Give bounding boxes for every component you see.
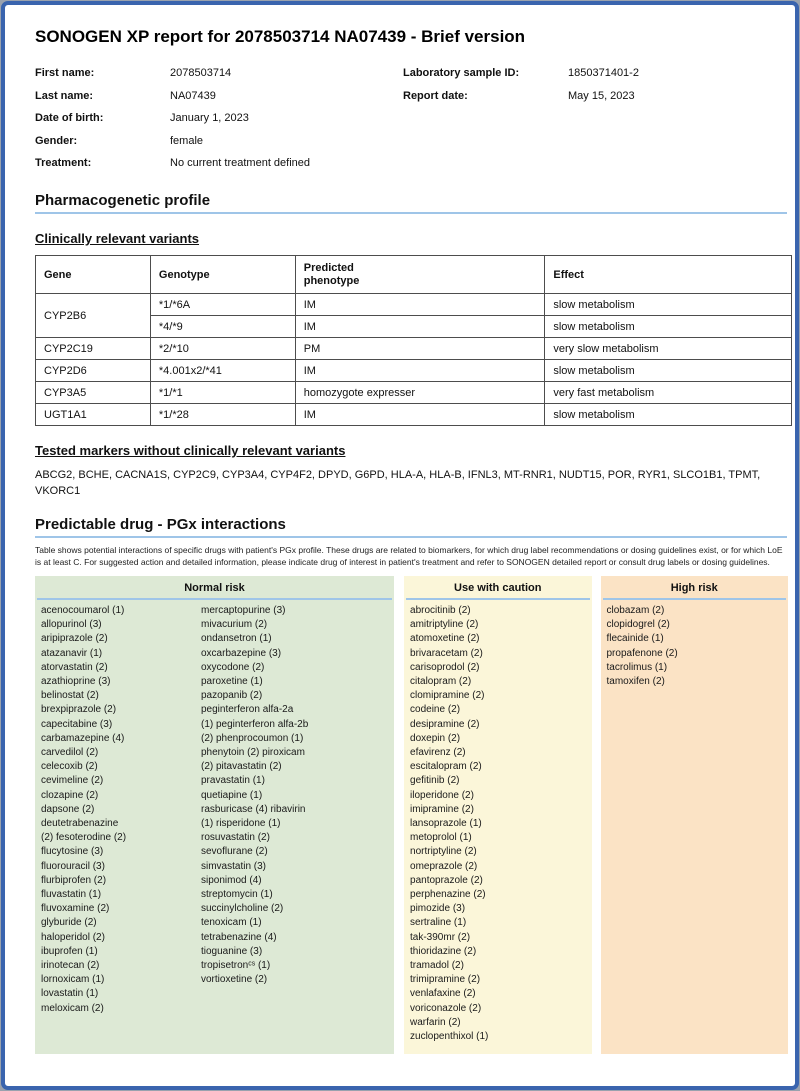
drug-item: carisoprodol (2) <box>410 661 480 673</box>
genotype-cell: *4.001x2/*41 <box>150 360 295 382</box>
drug-item: oxcarbazepine (3) <box>201 647 282 659</box>
drug-item: venlafaxine (2) <box>410 988 476 1000</box>
drug-item: acenocoumarol (1) <box>41 605 125 616</box>
drug-item: meloxicam (2) <box>41 1002 104 1014</box>
effect-cell: slow metabolism <box>545 294 792 316</box>
treatment-label: Treatment: <box>35 157 92 170</box>
drug-item: vortioxetine (2) <box>201 974 268 986</box>
drug-item: streptomycin (1) <box>201 889 273 901</box>
drug-item: propafenone (2) <box>606 647 678 659</box>
phenotype-cell: IM <box>295 294 545 316</box>
drug-item: fluvastatin (1) <box>41 889 102 901</box>
drug-item: ondansetron (1) <box>201 633 272 645</box>
phenotype-cell: IM <box>295 316 545 338</box>
drug-item: allopurinol (3) <box>41 619 102 631</box>
patient-info <box>35 62 788 175</box>
normal-risk-column <box>35 576 394 1054</box>
col-header-effect: Effect <box>545 256 792 294</box>
drug-item: zuclopenthixol (1) <box>410 1031 489 1043</box>
treatment-value: No current treatment defined <box>170 157 311 170</box>
drug-item: codeine (2) <box>410 704 461 716</box>
drug-item: brexpiprazole (2) <box>41 704 117 716</box>
col-header-phenotype <box>295 256 545 294</box>
normal-risk-lists <box>35 600 394 1016</box>
drug-item: cevimeline (2) <box>41 775 104 787</box>
drug-item: escitalopram (2) <box>410 761 482 773</box>
effect-cell: very fast metabolism <box>545 382 792 404</box>
drug-item: clomipramine (2) <box>410 690 485 702</box>
drug-item: rasburicase (4) ribavirin <box>201 803 306 815</box>
markers-list: ABCG2, BCHE, CACNA1S, CYP2C9, CYP3A4, CYP4F2, DPYD, G6PD, HLA-A, HLA-B, IFNL3, MT-RNR1, NUDT15, POR, RYR1, SLCO1B1, TPMT, VKORC1 <box>35 469 761 497</box>
drug-item: paroxetine (1) <box>201 676 263 688</box>
report-title: SONOGEN XP report for 2078503714 NA07439 - Brief version <box>35 27 526 46</box>
normal-risk-sublist-2 <box>201 604 394 1016</box>
drug-item: nortriptyline (2) <box>410 846 477 858</box>
drug-item: thioridazine (2) <box>410 945 477 957</box>
patient-info-row <box>35 107 788 130</box>
drug-item: oxycodone (2) <box>201 661 265 673</box>
gene-cell: CYP2B6 <box>36 294 151 338</box>
drug-item: tak-390mr (2) <box>410 931 471 943</box>
interactions-note: Table shows potential interactions of specific drugs with patient's PGx profile. These drugs are related to biomarkers, for which drug label recommendations or dosing guidelines exist, or for which LoE is at least C. For suggested action and detailed information, please indicate drug of interest in patient's treatment and refer to SONOGEN detailed report or consult drug labels or dosing guidelines. <box>35 545 783 567</box>
drug-item: haloperidol (2) <box>41 931 105 943</box>
phenotype-cell: IM <box>295 404 545 426</box>
phenotype-cell: PM <box>295 338 545 360</box>
drug-item: imipramine (2) <box>410 803 474 815</box>
drug-item: (1) risperidone (1) <box>201 818 281 830</box>
drug-item: tenoxicam (1) <box>201 917 262 929</box>
drug-item: metoprolol (1) <box>410 832 472 844</box>
drug-item: perphenazine (2) <box>410 889 486 901</box>
use-with-caution-column <box>404 576 591 1054</box>
drug-item: celecoxib (2) <box>41 761 98 773</box>
drug-item: quetiapine (1) <box>201 789 263 801</box>
gene-cell: CYP3A5 <box>36 382 151 404</box>
section-rule <box>35 212 787 214</box>
last-name-value: NA07439 <box>170 89 216 102</box>
drug-item: clobazam (2) <box>606 605 665 616</box>
drug-item: flecainide (1) <box>606 633 664 645</box>
drug-item: tramadol (2) <box>410 960 464 972</box>
first-name-value: 2078503714 <box>170 67 232 80</box>
report-date-value: May 15, 2023 <box>568 89 635 102</box>
genotype-cell: *2/*10 <box>150 338 295 360</box>
drug-item: peginterferon alfa-2a <box>201 704 294 716</box>
normal-risk-sublist-1 <box>41 604 201 1016</box>
drug-item: citalopram (2) <box>410 676 472 688</box>
col-header-phenotype-text: Predicted phenotype <box>303 261 360 287</box>
high-risk-list <box>601 600 788 689</box>
drug-item: doxepin (2) <box>410 732 461 744</box>
pgx-profile-heading: Pharmacogenetic profile <box>35 192 211 209</box>
drug-item: irinotecan (2) <box>41 960 100 972</box>
drug-item: azathioprine (3) <box>41 676 111 688</box>
drug-item: pravastatin (1) <box>201 775 265 787</box>
drug-item: pazopanib (2) <box>201 690 263 702</box>
effect-cell: slow metabolism <box>545 316 792 338</box>
drug-item: trimipramine (2) <box>410 974 481 986</box>
drug-item: brivaracetam (2) <box>410 647 483 659</box>
drug-item: tacrolimus (1) <box>606 661 668 673</box>
drug-item: fluvoxamine (2) <box>41 903 110 915</box>
drug-item: aripiprazole (2) <box>41 633 108 645</box>
high-risk-column <box>601 576 788 1054</box>
gene-cell: UGT1A1 <box>36 404 151 426</box>
drug-item: dapsone (2) <box>41 803 95 815</box>
drug-item: voriconazole (2) <box>410 1002 482 1014</box>
table-row <box>36 338 792 360</box>
col-header-genotype: Genotype <box>150 256 295 294</box>
dob-value: January 1, 2023 <box>170 112 249 125</box>
drug-item: iloperidone (2) <box>410 789 474 801</box>
normal-risk-header: Normal risk <box>184 582 245 594</box>
dob-label: Date of birth: <box>35 112 104 125</box>
table-row <box>36 382 792 404</box>
drug-item: ibuprofen (1) <box>41 945 98 957</box>
drug-item: atazanavir (1) <box>41 647 103 659</box>
section-rule <box>35 536 787 538</box>
drug-item: pimozide (3) <box>410 903 466 915</box>
drug-item: (2) phenprocoumon (1) <box>201 732 304 744</box>
genotype-cell: *1/*28 <box>150 404 295 426</box>
lab-sample-id-label: Laboratory sample ID: <box>403 67 520 80</box>
genotype-cell: *4/*9 <box>150 316 295 338</box>
gender-label: Gender: <box>35 134 78 147</box>
gender-value: female <box>170 134 204 147</box>
effect-cell: slow metabolism <box>545 360 792 382</box>
drug-item: (2) fesoterodine (2) <box>41 832 127 844</box>
drug-item: phenytoin (2) piroxicam <box>201 747 305 759</box>
drug-item: lornoxicam (1) <box>41 974 105 986</box>
drug-item: mercaptopurine (3) <box>201 605 286 616</box>
drug-item: amitriptyline (2) <box>410 619 479 631</box>
drug-item: tropisetronᶜˢ (1) <box>201 960 271 972</box>
table-row <box>36 404 792 426</box>
drug-item: omeprazole (2) <box>410 860 478 872</box>
use-with-caution-header: Use with caution <box>454 582 542 594</box>
use-with-caution-list <box>404 600 591 1044</box>
drug-item: rosuvastatin (2) <box>201 832 270 844</box>
drug-item: flurbiprofen (2) <box>41 874 107 886</box>
drug-item: clopidogrel (2) <box>606 619 670 631</box>
drug-item: deutetrabenazine <box>41 818 119 830</box>
drug-item: fluorouracil (3) <box>41 860 105 872</box>
risk-columns <box>35 576 788 1054</box>
first-name-label: First name: <box>35 67 95 80</box>
col-header-gene: Gene <box>36 256 151 294</box>
drug-item: mivacurium (2) <box>201 619 268 631</box>
variants-table <box>35 255 792 426</box>
markers-heading: Tested markers without clinically relevant variants <box>35 443 346 458</box>
drug-item: belinostat (2) <box>41 690 99 702</box>
drug-item: sertraline (1) <box>410 917 467 929</box>
gene-cell: CYP2C19 <box>36 338 151 360</box>
phenotype-cell: homozygote expresser <box>295 382 545 404</box>
drug-item: tamoxifen (2) <box>606 676 665 688</box>
patient-info-right <box>403 62 791 107</box>
drug-item: lovastatin (1) <box>41 988 99 1000</box>
drug-item: warfarin (2) <box>410 1016 461 1028</box>
report-date-label: Report date: <box>403 89 468 102</box>
drug-item: (2) pitavastatin (2) <box>201 761 282 773</box>
phenotype-cell: IM <box>295 360 545 382</box>
drug-item: abrocitinib (2) <box>410 605 471 616</box>
drug-item: atorvastatin (2) <box>41 661 108 673</box>
drug-item: siponimod (4) <box>201 874 262 886</box>
drug-item: pantoprazole (2) <box>410 874 483 886</box>
high-risk-header: High risk <box>670 582 718 594</box>
drug-item: simvastatin (3) <box>201 860 267 872</box>
interactions-heading: Predictable drug - PGx interactions <box>35 516 286 533</box>
drug-item: tetrabenazine (4) <box>201 931 277 943</box>
drug-item: carbamazepine (4) <box>41 732 125 744</box>
patient-info-row <box>403 85 791 108</box>
drug-item: desipramine (2) <box>410 718 480 730</box>
table-header-row <box>36 256 792 294</box>
drug-item: glyburide (2) <box>41 917 97 929</box>
drug-item: clozapine (2) <box>41 789 99 801</box>
table-row <box>36 294 792 316</box>
genotype-cell: *1/*1 <box>150 382 295 404</box>
drug-item: carvedilol (2) <box>41 747 99 759</box>
lab-sample-id-value: 1850371401-2 <box>568 67 639 80</box>
drug-item: lansoprazole (1) <box>410 818 482 830</box>
drug-item: capecitabine (3) <box>41 718 113 730</box>
drug-item: flucytosine (3) <box>41 846 104 858</box>
patient-info-row <box>403 62 791 85</box>
patient-info-row <box>35 130 788 153</box>
drug-item: (1) peginterferon alfa-2b <box>201 718 309 730</box>
drug-item: sevoflurane (2) <box>201 846 268 858</box>
last-name-label: Last name: <box>35 89 94 102</box>
effect-cell: very slow metabolism <box>545 338 792 360</box>
report-content <box>5 5 795 1054</box>
drug-item: gefitinib (2) <box>410 775 460 787</box>
drug-item: succinylcholine (2) <box>201 903 284 915</box>
gene-cell: CYP2D6 <box>36 360 151 382</box>
drug-item: efavirenz (2) <box>410 747 466 759</box>
patient-info-row <box>35 152 788 175</box>
drug-item: tioguanine (3) <box>201 945 263 957</box>
variants-heading: Clinically relevant variants <box>35 231 200 246</box>
report-page <box>1 1 799 1090</box>
drug-item: atomoxetine (2) <box>410 633 480 645</box>
table-row <box>36 360 792 382</box>
genotype-cell: *1/*6A <box>150 294 295 316</box>
effect-cell: slow metabolism <box>545 404 792 426</box>
